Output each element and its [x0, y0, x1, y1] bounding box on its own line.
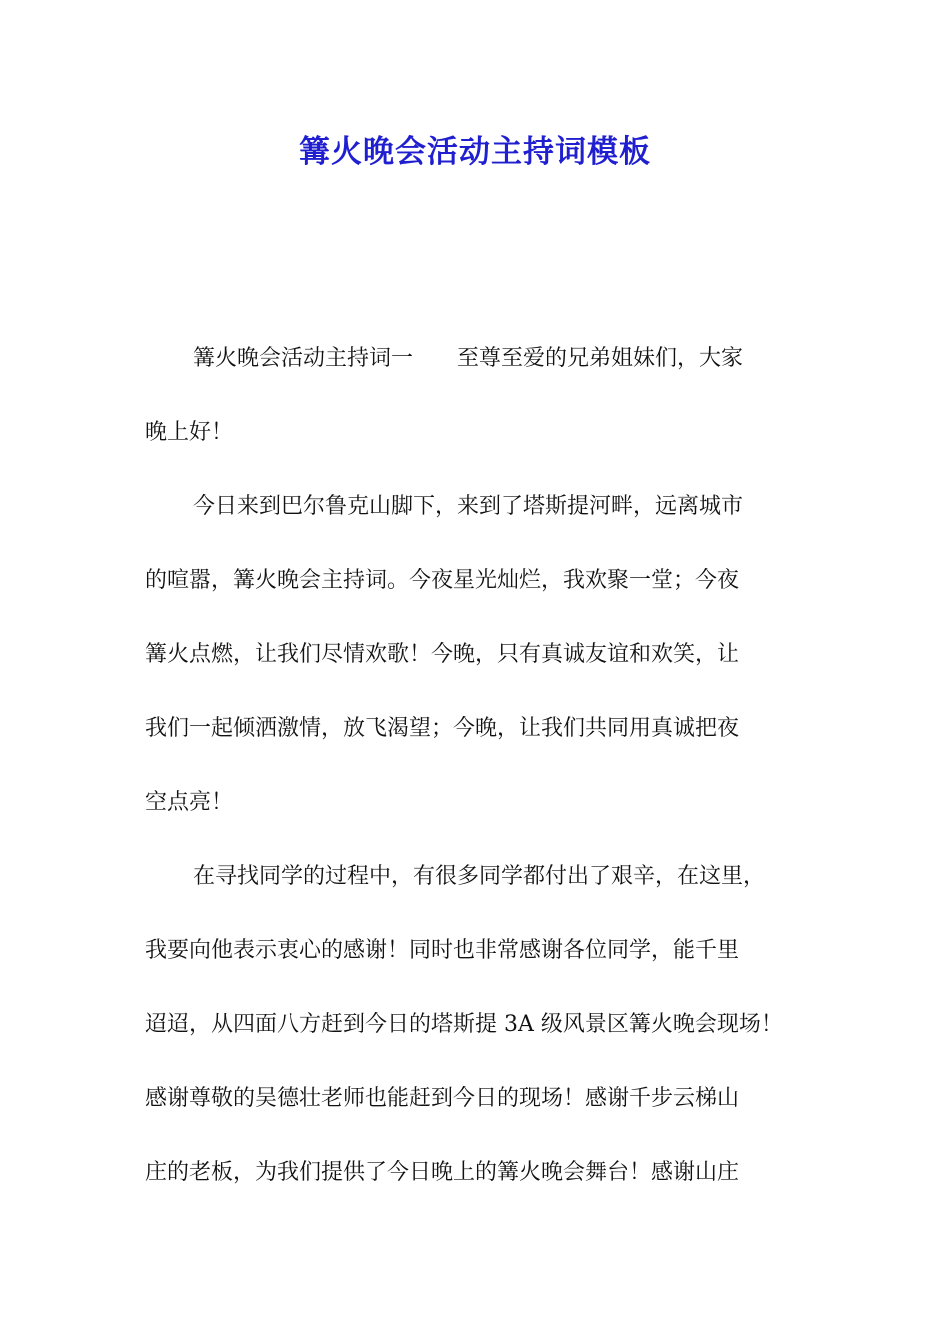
- document-title: 篝火晚会活动主持词模板: [299, 134, 651, 170]
- paragraph-line: 庄的老板，为我们提供了今日晚上的篝火晚会舞台！感谢山庄: [145, 1160, 740, 1185]
- paragraph-line: 篝火晚会活动主持词一 至尊至爱的兄弟姐妹们，大家: [193, 346, 744, 371]
- paragraph-line: 感谢尊敬的吴德壮老师也能赶到今日的现场！感谢千步云梯山: [145, 1086, 740, 1111]
- paragraph-line: 晚上好！: [145, 420, 234, 445]
- document-body: [145, 336, 810, 1224]
- paragraph-line: 空点亮！: [145, 790, 234, 815]
- paragraph-line: 迢迢，从四面八方赶到今日的塔斯提 3A 级风景区篝火晚会现场！: [145, 1012, 783, 1037]
- paragraph-line: 我要向他表示衷心的感谢！同时也非常感谢各位同学，能千里: [145, 938, 740, 963]
- paragraph-line: 今日来到巴尔鲁克山脚下，来到了塔斯提河畔，远离城市: [193, 494, 744, 519]
- paragraph-line: 的喧嚣，篝火晚会主持词。今夜星光灿烂，我欢聚一堂；今夜: [145, 568, 740, 593]
- paragraph-line: 篝火点燃，让我们尽情欢歌！今晚，只有真诚友谊和欢笑，让: [145, 642, 740, 667]
- paragraph-line: 在寻找同学的过程中，有很多同学都付出了艰辛，在这里，: [193, 864, 766, 889]
- paragraph-line: 我们一起倾洒激情，放飞渴望；今晚，让我们共同用真诚把夜: [145, 716, 740, 741]
